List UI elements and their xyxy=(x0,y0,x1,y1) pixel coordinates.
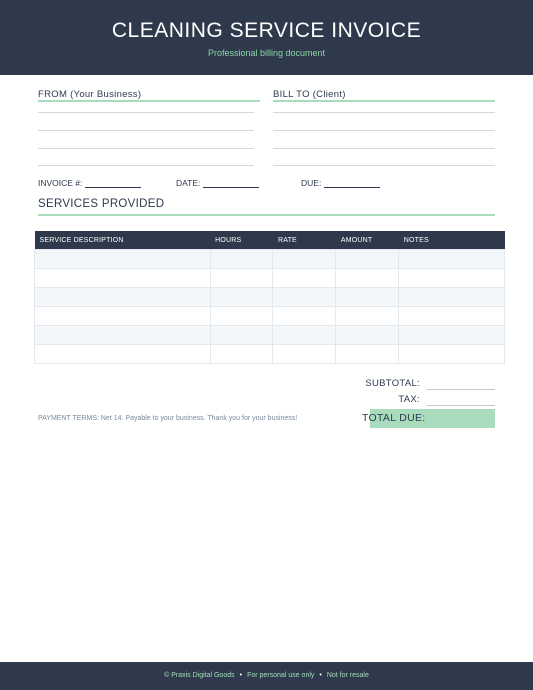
table-cell[interactable] xyxy=(210,307,273,326)
services-header-row xyxy=(35,231,505,250)
tax-label: TAX: xyxy=(398,394,420,405)
table-cell[interactable] xyxy=(273,288,336,307)
bill-to-accent-line xyxy=(273,100,495,102)
table-cell[interactable] xyxy=(35,250,211,269)
table-row xyxy=(35,307,505,326)
footer-separator: • xyxy=(319,672,322,679)
from-label: FROM (Your Business) xyxy=(38,89,142,100)
column-header: HOURS xyxy=(210,231,273,250)
invoice-title: CLEANING SERVICE INVOICE xyxy=(111,19,422,42)
table-cell[interactable] xyxy=(273,250,336,269)
due-blank[interactable] xyxy=(324,178,380,188)
services-accent-line xyxy=(38,214,495,216)
footer-copyright: © Praxis Digital Goods xyxy=(164,672,235,679)
column-header: RATE xyxy=(273,231,336,250)
footer-resale: Not for resale xyxy=(326,672,369,679)
column-header: SERVICE DESCRIPTION xyxy=(35,231,211,250)
table-cell[interactable] xyxy=(399,307,505,326)
column-header: AMOUNT xyxy=(336,231,399,250)
from-accent-line xyxy=(38,100,260,102)
bill-to-line-3[interactable] xyxy=(273,148,495,149)
invoice-number-blank[interactable] xyxy=(85,178,141,188)
table-cell[interactable] xyxy=(35,288,211,307)
table-row xyxy=(35,345,505,364)
table-cell[interactable] xyxy=(35,345,211,364)
invoice-number-field[interactable] xyxy=(38,178,141,188)
invoice-header xyxy=(0,0,533,75)
due-field[interactable] xyxy=(301,178,380,188)
services-title: SERVICES PROVIDED xyxy=(38,198,165,210)
table-cell[interactable] xyxy=(273,307,336,326)
date-field[interactable] xyxy=(176,178,259,188)
table-cell[interactable] xyxy=(210,250,273,269)
page-footer xyxy=(0,662,533,690)
bill-to-line-4[interactable] xyxy=(273,165,495,166)
table-cell[interactable] xyxy=(35,307,211,326)
table-row xyxy=(35,269,505,288)
from-line-2[interactable] xyxy=(38,130,254,131)
table-row xyxy=(35,250,505,269)
services-table xyxy=(34,231,505,364)
table-cell[interactable] xyxy=(336,307,399,326)
table-cell[interactable] xyxy=(336,250,399,269)
total-due-label: TOTAL DUE: xyxy=(362,412,426,424)
bill-to-line-2[interactable] xyxy=(273,130,495,131)
subtotal-label: SUBTOTAL: xyxy=(365,378,420,389)
invoice-number-label: INVOICE #: xyxy=(38,178,83,188)
table-cell[interactable] xyxy=(399,345,505,364)
table-cell[interactable] xyxy=(336,288,399,307)
from-line-1[interactable] xyxy=(38,112,254,113)
column-header: NOTES xyxy=(399,231,505,250)
due-label: DUE: xyxy=(301,178,322,188)
bill-to-label: BILL TO (Client) xyxy=(273,89,346,100)
table-row xyxy=(35,288,505,307)
payment-terms: PAYMENT TERMS: Net 14. Payable to your business. Thank you for your business! xyxy=(38,415,298,422)
bill-to-line-1[interactable] xyxy=(273,112,495,113)
table-cell[interactable] xyxy=(273,269,336,288)
table-cell[interactable] xyxy=(336,269,399,288)
footer-separator: • xyxy=(239,672,243,679)
table-cell[interactable] xyxy=(336,326,399,345)
table-cell[interactable] xyxy=(210,288,273,307)
table-row xyxy=(35,326,505,345)
invoice-subtitle: Professional billing document xyxy=(207,48,326,58)
table-cell[interactable] xyxy=(35,326,211,345)
table-cell[interactable] xyxy=(336,345,399,364)
tax-value-line[interactable] xyxy=(427,405,495,406)
table-cell[interactable] xyxy=(399,269,505,288)
date-label: DATE: xyxy=(176,178,201,188)
subtotal-value-line[interactable] xyxy=(427,389,495,390)
table-cell[interactable] xyxy=(399,326,505,345)
footer-usage: For personal use only xyxy=(247,672,315,679)
table-cell[interactable] xyxy=(399,288,505,307)
table-cell[interactable] xyxy=(210,345,273,364)
date-blank[interactable] xyxy=(203,178,259,188)
from-line-4[interactable] xyxy=(38,165,254,166)
table-cell[interactable] xyxy=(399,250,505,269)
table-cell[interactable] xyxy=(273,345,336,364)
from-line-3[interactable] xyxy=(38,148,254,149)
table-cell[interactable] xyxy=(210,269,273,288)
table-cell[interactable] xyxy=(35,269,211,288)
table-cell[interactable] xyxy=(273,326,336,345)
table-cell[interactable] xyxy=(210,326,273,345)
